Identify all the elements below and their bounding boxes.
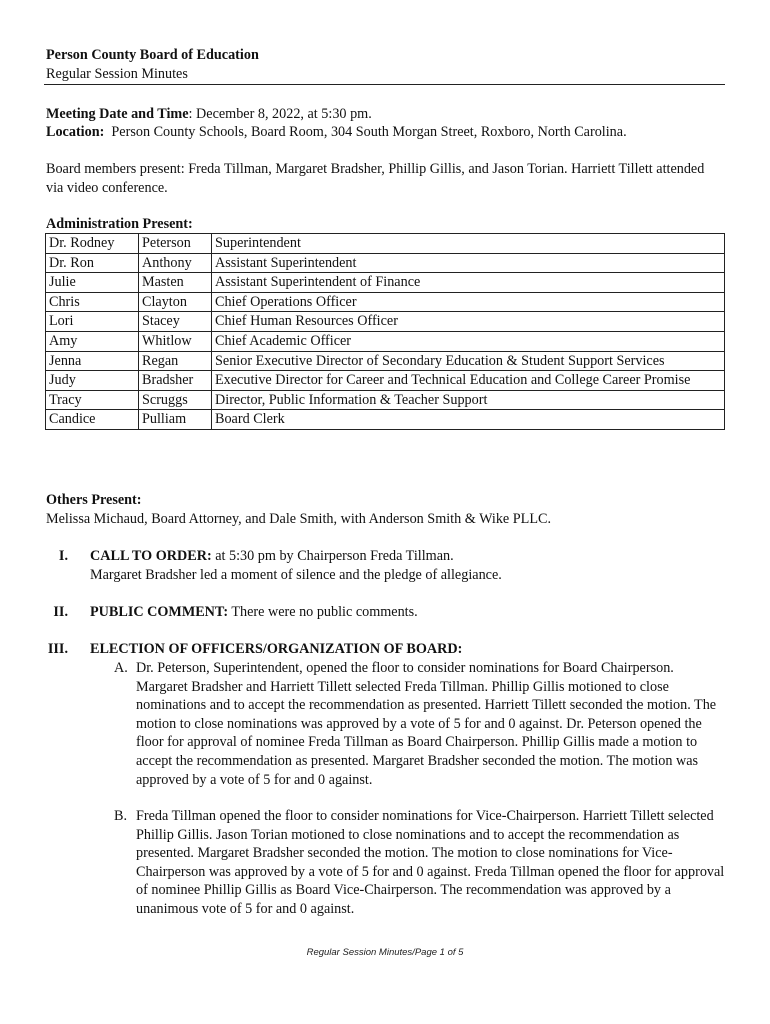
first-name-cell: Tracy	[46, 390, 139, 410]
last-name-cell: Stacey	[139, 312, 212, 332]
section-number: II.	[53, 604, 68, 620]
section-public-comment	[90, 603, 726, 622]
section-call-to-order	[90, 547, 726, 566]
table-row	[46, 234, 725, 254]
first-name-cell: Julie	[46, 273, 139, 293]
table-row	[46, 253, 725, 273]
header-divider	[44, 84, 725, 85]
organization-title: Person County Board of Education	[46, 47, 259, 63]
meeting-location-value: Person County Schools, Board Room, 304 South Morgan Street, Roxboro, North Carolina.	[111, 124, 627, 140]
section-number: I.	[58, 548, 68, 564]
table-row	[46, 371, 725, 391]
first-name-cell: Chris	[46, 292, 139, 312]
subsection-letter: B.	[114, 808, 128, 824]
last-name-cell: Bradsher	[139, 371, 212, 391]
subsection-vice-chairperson-text: Freda Tillman opened the floor to consider nominations for Vice-Chairperson. Harriett Tillett selected Phillip Gillis. Jason Torian motioned to close nominations and to accept the recommendation as presented. Margaret Bradsher seconded the motion. The motion to close nominations for Vice-Chairperson was approved by a vote of 5 for and 0 against. Freda Tillman opened the floor for approval of nominee Phillip Gillis as Board Vice-Chairperson. The recommendation was approved by a unanimous vote of 5 for and 0 against.	[136, 808, 725, 917]
subsection-chairperson-text: Dr. Peterson, Superintendent, opened the floor to consider nominations for Board Chairperson. Margaret Bradsher and Harriett Tillett selected Freda Tillman. Phillip Gillis motioned to close nominations and to accept the recommendation as presented. Harriett Tillett seconded the motion. The motion to close nominations was approved by a vote of 5 for and 0 against. Dr. Peterson opened the floor for approval of nominee Freda Tillman as Board Chairperson. Phillip Gillis made a motion to accept the recommendation as presented. Margaret Bradsher seconded the motion. The motion was approved by a vote of 5 for and 0 against.	[136, 660, 717, 788]
title-cell: Chief Academic Officer	[212, 331, 725, 351]
table-row	[46, 351, 725, 371]
first-name-cell: Dr. Rodney	[46, 234, 139, 254]
meeting-location-label: Location:	[46, 124, 105, 140]
title-cell: Superintendent	[212, 234, 725, 254]
table-row	[46, 312, 725, 332]
table-row	[46, 390, 725, 410]
last-name-cell: Pulliam	[139, 410, 212, 430]
meeting-location-line	[46, 123, 726, 142]
title-cell: Assistant Superintendent of Finance	[212, 273, 725, 293]
first-name-cell: Dr. Ron	[46, 253, 139, 273]
board-members-present: Board members present: Freda Tillman, Margaret Bradsher, Phillip Gillis, and Jason Torian. Harriett Tillett attended via video conference.	[46, 161, 705, 196]
first-name-cell: Candice	[46, 410, 139, 430]
page-footer: Regular Session Minutes/Page 1 of 5	[306, 947, 464, 958]
section-number: III.	[47, 641, 68, 657]
section-election-title: ELECTION OF OFFICERS/ORGANIZATION OF BOARD:	[90, 641, 463, 657]
last-name-cell: Regan	[139, 351, 212, 371]
last-name-cell: Anthony	[139, 253, 212, 273]
section-text: There were no public comments.	[228, 604, 418, 620]
meeting-date-label: Meeting Date and Time	[46, 106, 189, 122]
title-cell: Assistant Superintendent	[212, 253, 725, 273]
last-name-cell: Clayton	[139, 292, 212, 312]
table-row	[46, 273, 725, 293]
first-name-cell: Amy	[46, 331, 139, 351]
table-row	[46, 331, 725, 351]
subsection-letter: A.	[114, 660, 128, 676]
last-name-cell: Whitlow	[139, 331, 212, 351]
section-text: at 5:30 pm by Chairperson Freda Tillman.	[211, 548, 454, 564]
title-cell: Director, Public Information & Teacher Support	[212, 390, 725, 410]
table-row	[46, 292, 725, 312]
title-cell: Senior Executive Director of Secondary Education & Student Support Services	[212, 351, 725, 371]
section-text-line2: Margaret Bradsher led a moment of silence and the pledge of allegiance.	[90, 567, 502, 583]
section-title: CALL TO ORDER:	[90, 548, 212, 564]
meeting-date-line	[46, 105, 726, 124]
section-title: PUBLIC COMMENT:	[90, 604, 229, 620]
title-cell: Executive Director for Career and Technical Education and College Career Promise	[212, 371, 725, 391]
table-row	[46, 410, 725, 430]
administration-heading: Administration Present:	[46, 216, 193, 232]
administration-table	[45, 233, 725, 430]
others-present-heading: Others Present:	[46, 492, 142, 508]
document-subtitle: Regular Session Minutes	[46, 66, 188, 82]
first-name-cell: Judy	[46, 371, 139, 391]
others-present-text: Melissa Michaud, Board Attorney, and Dale Smith, with Anderson Smith & Wike PLLC.	[46, 511, 552, 527]
last-name-cell: Masten	[139, 273, 212, 293]
first-name-cell: Lori	[46, 312, 139, 332]
last-name-cell: Peterson	[139, 234, 212, 254]
title-cell: Chief Operations Officer	[212, 292, 725, 312]
meeting-date-value: : December 8, 2022, at 5:30 pm.	[188, 106, 372, 122]
first-name-cell: Jenna	[46, 351, 139, 371]
title-cell: Chief Human Resources Officer	[212, 312, 725, 332]
last-name-cell: Scruggs	[139, 390, 212, 410]
title-cell: Board Clerk	[212, 410, 725, 430]
